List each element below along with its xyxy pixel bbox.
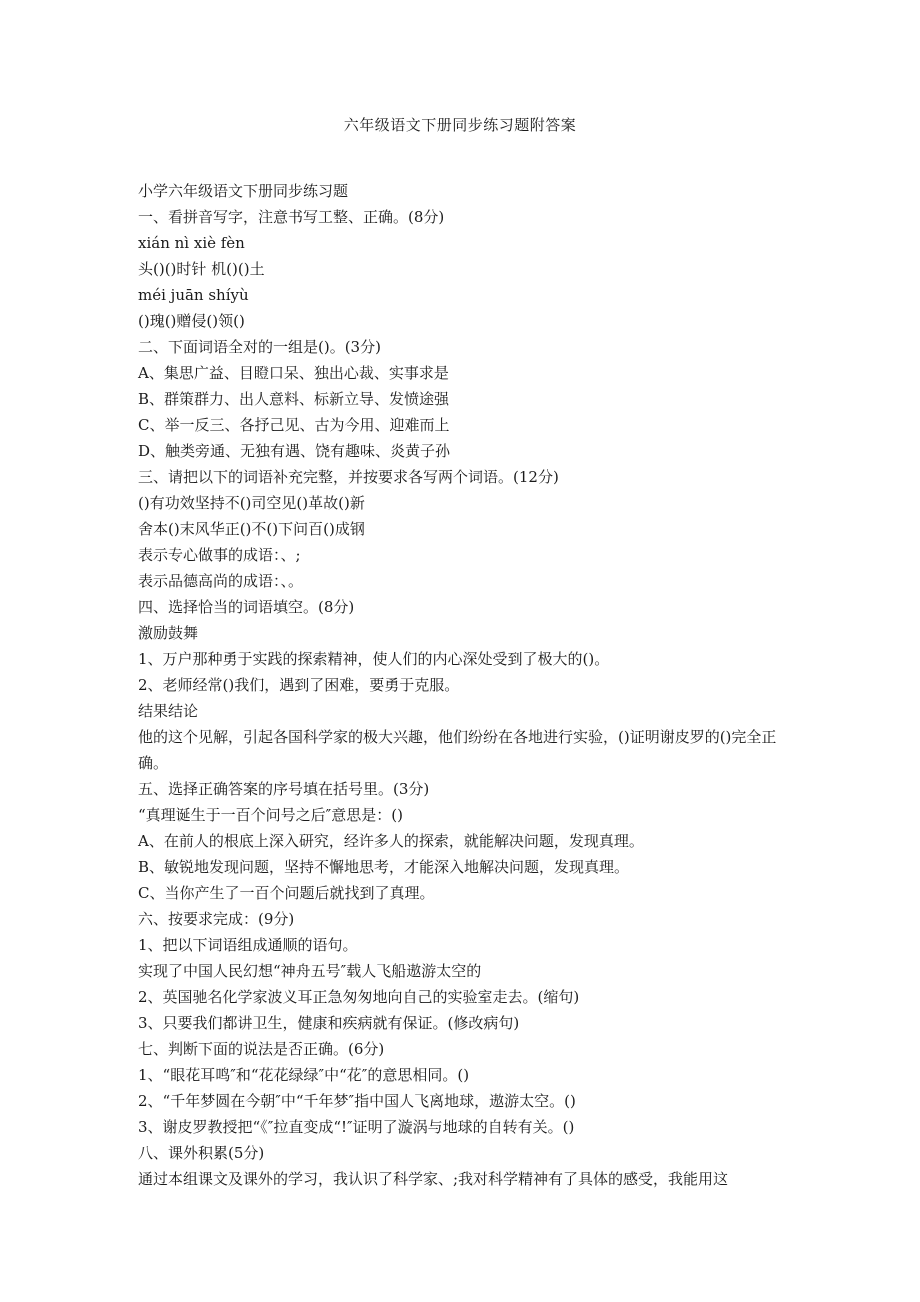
question-line: 1、“眼花耳鸣″和“花花绿绿″中“花″的意思相同。()	[138, 1066, 470, 1084]
text-line: 实现了中国人民幻想“神舟五号″载人飞船遨游太空的	[138, 962, 482, 980]
question-line: 2、老师经常()我们，遇到了困难，要勇于克服。	[138, 676, 460, 694]
option-line: C、举一反三、各抒己见、古为今用、迎难而上	[138, 416, 450, 434]
option-line: D、触类旁通、无独有遇、饶有趣味、炎黄子孙	[138, 442, 451, 460]
question-line: 3、谢皮罗教授把“《″拉直变成“!″证明了漩涡与地球的自转有关。()	[138, 1118, 575, 1136]
section-2-heading: 二、下面词语全对的一组是()。(3分)	[138, 338, 381, 356]
section-6-heading: 六、按要求完成：(9分)	[138, 910, 295, 928]
section-3-heading: 三、请把以下的词语补充完整，并按要求各写两个词语。(12分)	[138, 468, 559, 486]
document-body	[138, 178, 788, 1192]
page-title: 六年级语文下册同步练习题附答案	[343, 116, 577, 134]
question-line: 2、英国驰名化学家波义耳正急匆匆地向自己的实验室走去。(缩句)	[138, 988, 580, 1006]
text-line: 表示专心做事的成语：、;	[138, 546, 301, 564]
question-line: 3、只要我们都讲卫生，健康和疾病就有保证。(修改病句)	[138, 1014, 520, 1032]
question-paragraph: 他的这个见解，引起各国科学家的极大兴趣，他们纷纷在各地进行实验，()证明谢皮罗的()完全正确。	[138, 728, 777, 772]
section-7-heading: 七、判断下面的说法是否正确。(6分)	[138, 1040, 385, 1058]
text-line: 表示品德高尚的成语：、。	[138, 572, 304, 590]
pinyin-line: xián nì xiè fèn	[138, 234, 245, 252]
question-line: 1、万户那种勇于实践的探索精神，使人们的内心深处受到了极大的()。	[138, 650, 610, 668]
option-line: A、集思广益、目瞪口呆、独出心裁、实事求是	[138, 364, 449, 382]
text-line: 舍本()末风华正()不()下问百()成钢	[138, 520, 365, 538]
section-5-heading: 五、选择正确答案的序号填在括号里。(3分)	[138, 780, 430, 798]
section-1-heading: 一、看拼音写字，注意书写工整、正确。(8分)	[138, 208, 445, 226]
subtitle-line: 小学六年级语文下册同步练习题	[138, 182, 349, 200]
question-line: “真理诞生于一百个问号之后″意思是：()	[138, 806, 403, 824]
text-line: ()瑰()赠侵()领()	[138, 312, 245, 330]
option-line: B、群策群力、出人意料、标新立导、发愤途强	[138, 390, 450, 408]
question-line: 1、把以下词语组成通顺的语句。	[138, 936, 358, 954]
text-line: 通过本组课文及课外的学习，我认识了科学家、;我对科学精神有了具体的感受，我能用这	[138, 1170, 729, 1188]
text-line: ()有功效坚持不()司空见()革故()新	[138, 494, 365, 512]
text-line: 头()()时针 机()()土	[138, 260, 265, 278]
section-8-heading: 八、课外积累(5分)	[138, 1144, 265, 1162]
question-line: 2、“千年梦圆在今朝″中“千年梦″指中国人飞离地球，遨游太空。()	[138, 1092, 576, 1110]
option-line: A、在前人的根底上深入研究，经许多人的探索，就能解决问题，发现真理。	[138, 832, 644, 850]
option-line: B、敏锐地发现问题，坚持不懈地思考，才能深入地解决问题，发现真理。	[138, 858, 630, 876]
word-choice-line: 结果结论	[138, 702, 199, 720]
section-4-heading: 四、选择恰当的词语填空。(8分)	[138, 598, 355, 616]
pinyin-line: méi juān shíyù	[138, 286, 249, 304]
word-choice-line: 激励鼓舞	[138, 624, 199, 642]
option-line: C、当你产生了一百个问题后就找到了真理。	[138, 884, 435, 902]
